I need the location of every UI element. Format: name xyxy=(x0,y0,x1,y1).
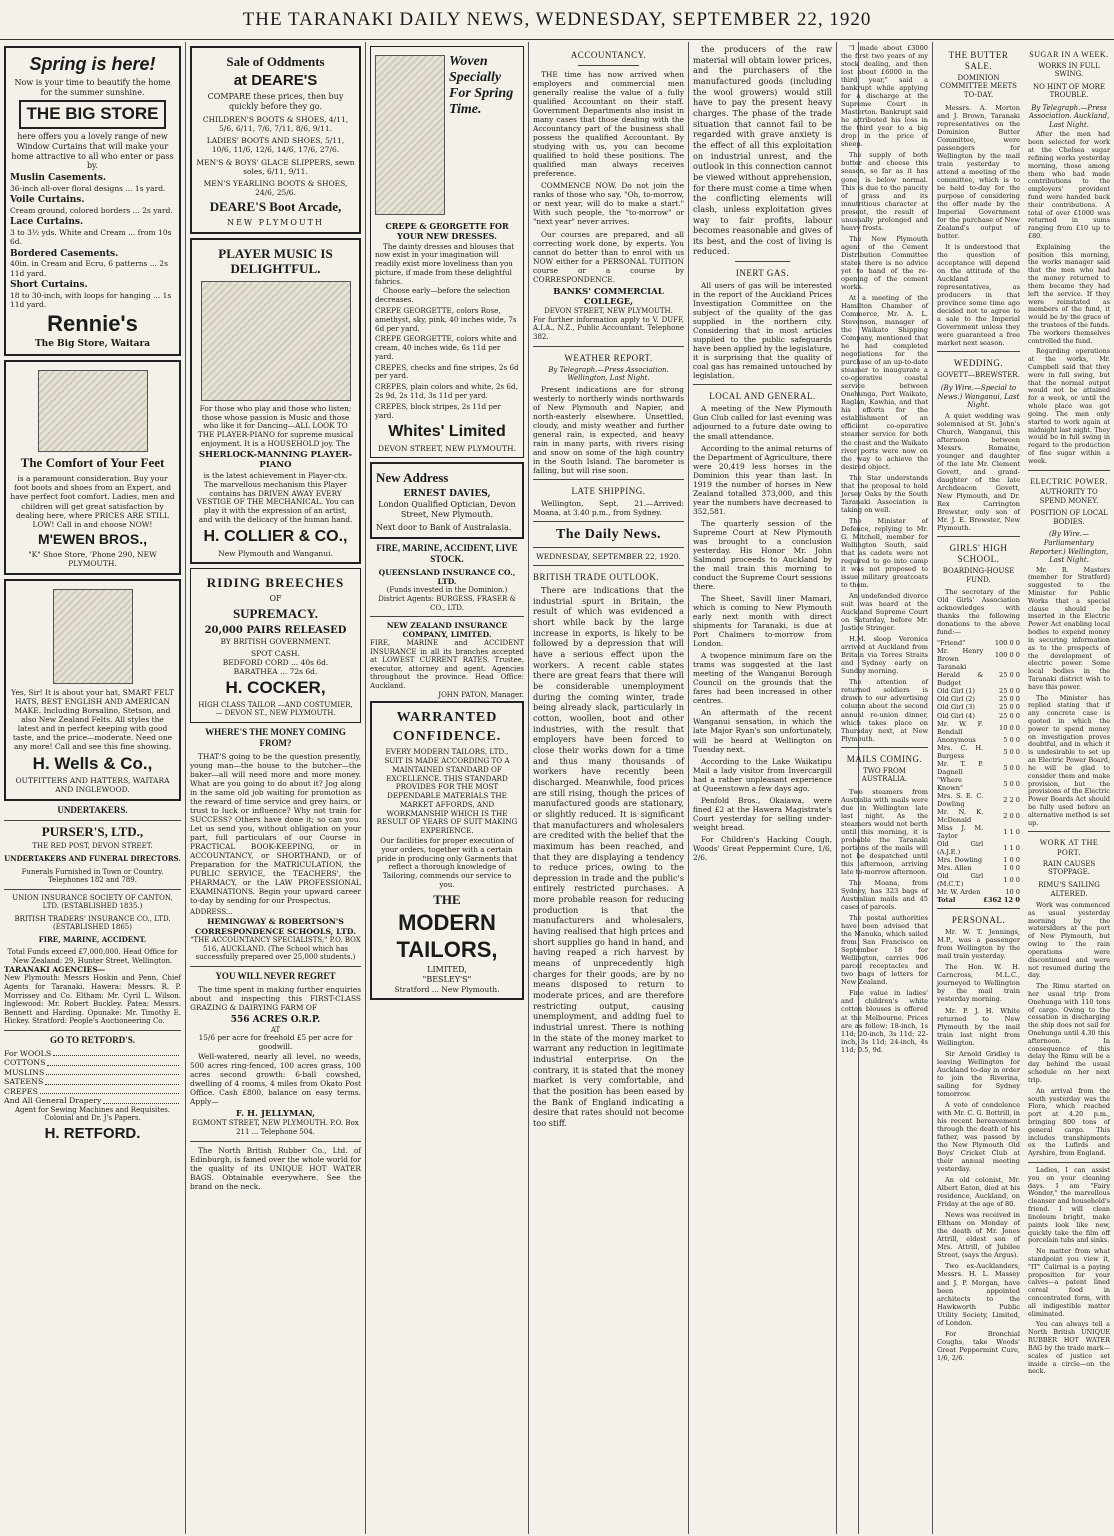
personal-text-4: Sir Arnold Gridley is leaving Wellington for Auckland to-day in order to join the Riverina, sailing for Sydney tomorrow. xyxy=(937,1049,1020,1098)
curtain-item: Voile Curtains. Cream ground, colored borders ... 2s yard. xyxy=(10,195,173,216)
veronica-text: H.M. sloop Veronica arrived at Auckland from Britain via Torres Straits and Sydney early on Sunday morning. xyxy=(841,635,928,676)
column-6-local xyxy=(836,42,932,1534)
british-traders: BRITISH TRADERS' INSURANCE CO., LTD. (ESTABLISHED 1865) xyxy=(14,914,171,932)
work-text-2: The Rimu started on her usual trip from Onehunga with 110 tons of cargo. Owing to the cessation in discharging the ship does not sail for Onehunga until 4.30 this afternoon. In consequence of this delay the Rimu will be a day behind the usual schedule on her next trip. xyxy=(1028,982,1110,1084)
farm-at: AT xyxy=(270,1025,281,1034)
girls-sub: BOARDING-HOUSE FUND. xyxy=(942,566,1015,584)
personal-text-1: Mr. W. T. Jennings, M.P., was a passenger from Wellington by the mail train yesterday. xyxy=(937,928,1020,961)
accountancy-heading: ACCOUNTANCY. xyxy=(570,50,647,60)
warranted-heading: WARRANTED xyxy=(396,710,498,726)
pursers-addr: THE RED POST, DEVON STREET. xyxy=(32,842,153,851)
column-7-butter-sale xyxy=(932,42,1024,1534)
new-address: New Address xyxy=(376,470,449,486)
crepe-choose: Choose early—before the selection decreases. xyxy=(375,286,511,305)
mcewen-sub: "K" Shoe Store, 'Phone 290, NEW PLYMOUTH. xyxy=(28,550,157,569)
electric-dateline: (By Wire.—Parliamentary Reporter.) Wellington, Last Night. xyxy=(1029,530,1109,565)
shipping-text: Wellington, Sept. 21.—Arrived: Moana, at 3.40 p.m., from Sydney. xyxy=(533,498,684,517)
mcewen-name: M'EWEN BROS., xyxy=(37,530,148,547)
nz-insurance-text: FIRE, MARINE and ACCIDENT INSURANCE in all its branches accepted at LOWEST CURRENT RATES. Trustee, executor, attorney and agent. Agencies throughout the province. Head Office: Auckland. xyxy=(370,639,524,690)
star-text: The Star understands that the proposal to hold Jersey Oaks by the South Taranaki Association is taking on well. xyxy=(841,473,928,514)
undertakers-heading: UNDERTAKERS. xyxy=(57,804,128,815)
divorce-text: An undefended divorce suit was heard at the Auckland Supreme Court on Saturday, before Mr. Justice Stringer. xyxy=(841,592,928,633)
donation-row: Old Girl (M.C.T.) 1 0 0 xyxy=(937,872,1020,889)
big-store-ad xyxy=(4,46,181,356)
column-2-ads xyxy=(185,42,365,1534)
retford-name: H. RETFORD. xyxy=(44,1124,141,1142)
hatted-man-illustration xyxy=(53,589,133,684)
nz-manager: JOHN PATON, Manager. xyxy=(438,690,524,699)
bankrupt-text: "I made about £3000 the first two years of my stock dealing, and then lost about £6000 in the third year," said a bankrupt while applying for a discharge at the Supreme Court in Masterton. Bankrupt said he attributed his loss in the third year to a big drop in the price of sheep. xyxy=(841,44,928,149)
whites-addr: DEVON STREET, NEW PLYMOUTH. xyxy=(378,443,516,453)
donation-row: Old Girl (3) 25 0 0 xyxy=(937,703,1020,712)
electric-text-1: Mr. R. Masters (member for Stratford) suggested to the Minister for Public Works that a special clause should be inserted in the Electric Power Act enabling local bodies to expend money in securing information as to the prospects of the development of electric power. Some local bodies in the Taranaki district wish to have this power. xyxy=(1028,565,1110,691)
sugar-text-1: After the men had been selected for work at the Chelsea sugar refining works yesterday morning, those among them who had made contributions to the employers' provident fund were handed back their contributions. A total of over £1000 was returned in sums ranging from £10 up to £80. xyxy=(1028,130,1110,241)
sale-lines xyxy=(196,115,355,197)
besleys-label: "BESLEY'S" xyxy=(422,974,472,984)
player-heading: PLAYER MUSIC IS DELIGHTFUL. xyxy=(218,245,333,276)
local-text-6: An aftermath of the recent Wanganui sensation, in which the late Major Ryan's son unfortunately, will be heard at Wellington on Tuesday next. xyxy=(693,708,832,754)
newspaper-title: THE TARANAKI DAILY NEWS, WEDNESDAY, SEPTEMBER 22, 1920 xyxy=(242,8,872,30)
work-sub: RAIN CAUSES STOPPAGE. xyxy=(1042,859,1096,877)
local-text-1: A meeting of the New Plymouth Gun Club called for last evening was adjourned to a future date owing to the small attendance. xyxy=(693,404,832,441)
curtain-item: Muslin Casements. 36-inch all-over floral designs ... 1s yard. xyxy=(10,173,166,193)
deares-arcade: DEARE'S Boot Arcade, xyxy=(209,199,342,215)
list-item: COTTONS xyxy=(4,1058,181,1068)
rubber-text: The North British Rubber Co., Ltd. of Edinburgh, is famed over the whole world for the quality of its UNIQUE HOT WATER BAGS. Obtainable everywhere. See the brand on the neck. xyxy=(190,1145,361,1191)
local-text-2: According to the animal returns of the Department of Agriculture, there were 20,419 less horses in the Dominion this year than last. In 1919 the number of horses in New Zealand totalled 373,000, and this year the numbers have decreased to 352,581. xyxy=(693,443,832,516)
sherlock-name: SHERLOCK-MANNING PLAYER-PIANO xyxy=(198,450,353,471)
warranted-text-2: Our facilities for proper execution of your orders, together with a certain pride in producing only Garments that reflect a thorough knowledge of Tailoring, commends our service to you. xyxy=(376,836,518,889)
donation-row: Taranaki Herald & Budget 25 0 0 xyxy=(937,663,1020,688)
mails-sub: TWO FROM AUSTRALIA. xyxy=(861,766,908,784)
supply-text: The supply of both butter and cheese this season, so far as it has gone, is below normal. This is due to the paucity of grass and its innutritious character at present, the result of unusually prolonged and heavy frosts. xyxy=(841,151,928,232)
piano-illustration xyxy=(201,281,351,401)
butter-text: Messrs. A. Morton and J. Brown, Taranaki representatives on the Dominion Butter Committee, were passengers for Wellington by the mail train yesterday to attend a meeting of the committee, which is to be held to-day for the purpose of considering the offer made by the Imperial Government for the purchase of New Zealand's output of butter. xyxy=(937,103,1020,241)
weather-text: Present indications are for strong westerly to northerly winds northwards of New Plymouth and Napier, and north-easterly elsewhere. Unsettled, cloudy, and misty weather and further general rain, is expected, and heavy rain in many parts, with rivers rising and snow on some of the high country in the South Island. The barometer is falling, but will rise soon. xyxy=(533,384,684,475)
hamilton-text: At a meeting of the Hamilton Chamber of Commerce, Mr. A. L. Stevenson, manager of the Waikato Shipping Company, mentioned that he had completed negotiations for the purchase of an up-to-date steamer to inaugurate a co-operative coastal service between Onehunga, Port Waikato, Raglan, Kawhia, and that his efforts for the establishment of an efficient co-operative steamer service for both the coast and the Waikato river ports were now on the way to achieve the desired object. xyxy=(841,293,928,471)
bedford-price: BEDFORD CORD ... 40s 6d. xyxy=(222,657,329,667)
sugar-text-2: Explaining the position this morning, the works manager said that the men who had the money returned to them became they had left the service. If they were reinstated as members of the fund, it would be by the grace of the trustees of the funds. The workers themselves controlled the fund. xyxy=(1028,242,1110,345)
funds-text: Total Funds exceed £7,000,000. Head Office for New Zealand: 29, Hunter Street, Wellington. xyxy=(7,948,178,965)
personal-text-5: A vote of condolence with Mr. C. G. Bottrill, in his recent bereavement through the death of his father, was passed by the New Plymouth Old Boys' Cricket Club at their annual meeting yesterday. xyxy=(937,1100,1020,1174)
donation-row: "Where Known" 5 0 0 xyxy=(937,775,1020,792)
list-item: CREPE GEORGETTE, colors Rose, amethyst, sky, pink, 40 inches wide, 7s 6d per yard. xyxy=(375,305,517,333)
personal-text-6: An old colonist, Mr. Albert Eaton, died at his residence, Auckland, on Friday at the age of 80. xyxy=(937,1176,1020,1209)
list-item: CREPES, block stripes, 2s 11d per yard. xyxy=(375,401,501,420)
spring-heading: Spring is here! xyxy=(29,54,156,74)
curtain-list xyxy=(10,173,175,309)
curtain-item: Short Curtains. 18 to 30-inch, with loops for hanging ... 1s 11d yard. xyxy=(10,279,172,309)
regret-text: The time spent in making further enquiries about and inspecting this FIRST-CLASS GRAZING & DAIRYING FARM OF xyxy=(190,984,361,1012)
cement-text: The New Plymouth agent of the Cement Distribution Committee states there is no advice yet to hand of the re-opening of the cement works. xyxy=(841,234,928,291)
electric-sub-2: POSITION OF LOCAL BODIES. xyxy=(1030,509,1108,526)
butter-text-2: It is understood that the question of acceptance will depend on the attitude of the Auckland representatives, as producers in that province some time ago decided not to agree to a sale to the Imperial Government unless they were guaranteed a free market next season. xyxy=(937,243,1020,348)
wedding-dateline: (By Wire.—Special to News.) Wanganui, Last Night. xyxy=(937,383,1020,410)
collier-name: H. COLLIER & CO., xyxy=(203,528,348,546)
local-text-4: The Sheet, Savill liner Mamari, which is coming to New Plymouth early next month with direct shipments for Taranaki, is due at Port Chalmers to-morrow from London. xyxy=(693,594,832,649)
donation-row: Miss J. M. Taylor 1 1 0 xyxy=(937,823,1020,840)
riding-of: OF xyxy=(269,593,282,603)
column-4-editorial xyxy=(528,42,688,1534)
warranted-text: EVERY MODERN TAILORS, LTD., SUIT IS MADE ACCORDING TO A MAINTAINED STANDARD OF EXCELLENCE. THIS STANDARD PROVIDES FOR THE MOST DEPENDABLE MATERIALS THE MARKET AFFORDS, AND WORKMANSHIP WHICH IS THE RESULT OF YEARS OF SUIT MAKING EXPERIENCE. xyxy=(376,747,518,836)
regret-heading: YOU WILL NEVER REGRET xyxy=(215,970,336,981)
wedding-text: A quiet wedding was solemnised at St. John's Church, Wanganui, this afternoon between Messrs. Romaine, younger and daughter of the late Mr. Clement Govett, and grand-daughter of the late Archdeacon Govett, New Plymouth, and Dr. Rex Carrington Brewster, only son of Mr. J. E. Brewster, New Plymouth. xyxy=(937,411,1020,532)
editorial-date: WEDNESDAY, SEPTEMBER 22, 1920. xyxy=(536,551,681,561)
crepe-heading: CREPE & GEORGETTE FOR YOUR NEW DRESSES. xyxy=(385,221,509,241)
list-item: For WOOLS xyxy=(4,1049,181,1059)
column-3-ads xyxy=(365,42,528,1534)
hwells-name: H. Wells & Co., xyxy=(32,753,153,773)
cocker-name: H. COCKER, xyxy=(225,678,326,698)
weather-dateline: By Telegraph.—Press Association. Wellington, Last Night. xyxy=(548,365,669,383)
list-item: And All General Drapery xyxy=(4,1096,181,1106)
sugar-sub-2: NO HINT OF MORE TROUBLE. xyxy=(1032,82,1106,100)
sugar-heading: SUGAR IN A WEEK. xyxy=(1029,50,1109,59)
retford-heading: GO TO RETFORD'S. xyxy=(50,1034,135,1045)
pursers-title: UNDERTAKERS AND FUNERAL DIRECTORS. xyxy=(4,854,181,863)
shipping-heading: LATE SHIPPING. xyxy=(571,485,646,496)
mcewen-ad xyxy=(4,360,181,574)
money-heading: WHERE'S THE MONEY COMING FROM? xyxy=(205,727,346,748)
riding-pairs: 20,000 PAIRS RELEASED xyxy=(204,624,347,636)
cocker-sub: HIGH CLASS TAILOR —AND COSTUMIER,— DEVON ST., NEW PLYMOUTH. xyxy=(198,700,353,718)
agencies-text: New Plymouth: Messrs Hoskin and Penn, Chief Agents for Taranaki. Hawera: Messrs. R. P. Morrissey and Co. Eltham: Mr. Cyril L. Wilson. Inglewood: Mr. Robert Buckley. Patea: Messrs. Bennett and Harding. Opunake: Mr. Timothy E. Hickey. Stratford: People's Auctioneering Co. xyxy=(4,974,181,1026)
retford-agent: Agent for Sewing Machines and Requisites. Colonial and Dr. J's Papers. xyxy=(14,1105,171,1123)
donation-row: Mr. Henry Brown 100 0 0 xyxy=(937,647,1020,664)
banks-college: BANKS' COMMERCIAL COLLEGE, xyxy=(553,286,664,308)
sugar-dateline: By Telegraph.—Press Association. Auckland, Last Night. xyxy=(1028,103,1110,129)
donation-row: Old Girl (A.J.E.) 1 1 0 xyxy=(937,840,1020,857)
local-text-3: The quarterly session of the Supreme Court at New Plymouth was brought to a conclusion yesterday. His Honor Mr. John Salmond proceeds to Auckland by the mail train this morning to conduct the Supreme Court sessions there. xyxy=(693,518,832,591)
attention-text: The attention of returned soldiers is drawn to our advertising column about the second annual re-union dinner, which takes place on Thursday next, at New Plymouth. xyxy=(841,678,928,743)
next-door: Next door to Bank of Australasia. xyxy=(376,523,512,533)
mails-text-4: Fine value in ladies' and children's white cotton blouses is offered at the Melbourne. Prices are as follow: 18-inch, 1s 11d; 20-inch, 3s 11d; 22-inch, 3s 11d; 24-inch, 4s 11d; 0.5, 9d. xyxy=(841,989,928,1054)
address-line: ADDRESS... xyxy=(190,908,233,917)
modern-label: MODERN xyxy=(398,909,496,935)
butter-sub: DOMINION COMMITTEE MEETS TO-DAY. xyxy=(940,73,1017,99)
donation-row: Mr. W. F. Bendall 10 0 0 xyxy=(937,719,1020,736)
electric-text-2: The Minister has replied stating that if any concrete case is quoted in which the power to spend money on investigation proves doubtful, and in which it is undesirable to set up an Electric Power Board, he will be glad to consider them and make provision, but the provisions of the Electric Power Boards Act should be fully used before an alternative method is set up. xyxy=(1028,693,1110,827)
deares-town: NEW PLYMOUTH xyxy=(227,218,324,227)
butter-sale-heading: THE BUTTER SALE. xyxy=(948,50,1009,71)
whites-ad xyxy=(370,46,524,458)
donation-row: Mrs. Dowling 1 0 0 xyxy=(937,856,1020,865)
big-store-text: here offers you a lovely range of new Window Curtains that will make your home attractive to all who enter or pass by. xyxy=(11,132,174,171)
list-item: MEN'S & BOYS' GLACE SLIPPERS, sewn soles, 6/11, 9/11. xyxy=(196,157,355,176)
mails-text-3: The postal authorities have been advised that the Manuka, which sailed from San Francisco on September 18 for Wellington, carries 906 parcel receptacles and two bags of letters for New Zealand. xyxy=(841,914,928,987)
donation-row: Mrs. Allen 1 0 0 xyxy=(937,864,1020,873)
confidence-heading: CONFIDENCE. xyxy=(392,729,502,745)
donation-row: Old Girl (2) 25 0 0 xyxy=(937,695,1020,704)
dress-illustration xyxy=(375,55,445,215)
feet-heading: The Comfort of Your Feet xyxy=(20,455,165,471)
column-8-sugar xyxy=(1024,42,1114,1534)
money-text: THAT'S going to be the question presently, young man—the house to the butcher—the baker—all will need more and more money. What are you going to do about it? Jog along in the same old job waiting for promotion as the reward of time service and grey hairs, or trust to luck or influence? Why not train for SUCCESS? Others have done it; so can you. Let us send you, without obligation on your part, full particulars of our Course in PRACTICAL BOOK-KEEPING, or in ACCOUNTANCY, or SHORTHAND, or of Preparation for the MATRICULATION, the PUBLIC SERVICE, the TEACHERS', the PHARMACY, or the LAW PROFESSIONAL EXAMINATIONS. Begin your upward career to-day by sending for our Prospectus. xyxy=(190,751,361,906)
personal-text-3: Mr. P. J. H. White returned to New Plymouth by the mail train last night from Wellington. xyxy=(937,1006,1020,1047)
farm-text: Well-watered, nearly all level, no weeds, 500 acres ring-fenced, 100 acres grass, 100 acres second growth: 6-ball cowshed, dwelling of 4 rooms, 4 miles from Okato Post Office. Cash £800, balance on easy terms. Apply— xyxy=(190,1051,361,1107)
ernest-davies-ad xyxy=(370,462,524,539)
peppermint-line: For Children's Hacking Cough, Woods' Great Peppermint Cure, 1/6, 2/6. xyxy=(693,834,832,862)
tailors-label: TAILORS, xyxy=(396,936,498,962)
list-item: MUSLINS xyxy=(4,1068,181,1078)
pursers-name: PURSER'S, LTD., xyxy=(41,823,144,839)
girls-text: The secretary of the Old Girls' Association acknowledges with thanks the following donations to the above fund:— xyxy=(937,588,1020,637)
banks-info: For further information apply to V. DUFF, A.I.A., N.Z., Public Accountant. Telephone 382. xyxy=(533,315,684,341)
big-store-logo: THE BIG STORE xyxy=(19,100,167,129)
stratford-label: Stratford ... New Plymouth. xyxy=(394,984,500,994)
crepe-text: The dainty dresses and blouses that now exist in your imagination will readily exist more loveliness than you picture, if made from these delightful fabrics. xyxy=(375,241,515,286)
masthead xyxy=(0,0,1114,40)
sugar-text-3: Regarding operations at the works, Mr. Campbell said that they were in full swing, but that the normal output would not be attained for a week, or until the whole place was got going. The men only started to work again at midnight last night. They would be in full swing in regard to the production of fine sugar within a week. xyxy=(1028,347,1110,465)
list-item: SATEENS xyxy=(4,1077,181,1087)
list-item: CREPE GEORGETTE, colors white and cream, 40 inches wide, 6s 11d per yard. xyxy=(375,334,517,361)
accountancy-text-3: Our courses are prepared, and all correcting work done, by experts. You cannot do better than to enrol with us NOW either for a PERSONAL TUITION course or a course by CORRESPONDENCE. xyxy=(533,229,684,284)
spot-cash: SPOT CASH. xyxy=(251,648,300,658)
sugar-sub: WORKS IN FULL SWING. xyxy=(1038,61,1100,79)
work-port-heading: WORK AT THE PORT. xyxy=(1039,838,1099,858)
jellyman-name: F. H. JELLYMAN, xyxy=(235,1109,316,1120)
mails-text-2: The Moana, from Sydney, has 323 bags of Australian mails and 45 cases of parcels. xyxy=(841,879,928,912)
sale-at: at DEARE'S xyxy=(233,71,318,89)
list-item: CHILDREN'S BOOTS & SHOES, 4/11, 5/6, 6/11, 7/6, 7/11, 8/6, 9/11. xyxy=(202,114,349,134)
sale-intro: COMPARE these prices, then buy quickly before they go. xyxy=(207,92,344,112)
pursers-text: Funerals Furnished in Town or Country. Telephones 182 and 789. xyxy=(21,867,164,885)
accountancy-text: THE time has now arrived when employers and commercial men generally realise the value of a fully qualified Accountant on their staff. Government Departments also insist in many cases that those dealing with the Accountancy part of the business shall possess the qualified Accountant. By studying with us, you can become qualified to hold these positions. The qualified man always receives preference. xyxy=(533,69,684,179)
ernest-name: ERNEST DAVIES, xyxy=(403,489,491,500)
list-item: CREPES, plain colors and white, 2s 6d, 2s 9d, 2s 11d, 3s 11d per yard. xyxy=(375,382,518,400)
donations-total: Total £362 12 0 xyxy=(937,896,1020,905)
limited-label: LIMITED, xyxy=(427,965,467,975)
inert-gas-heading: INERT GAS. xyxy=(735,268,790,279)
collier-sub: New Plymouth and Wanganui. xyxy=(218,548,333,558)
deares-ad xyxy=(190,46,361,234)
donation-row: "Friend" 100 0 0 xyxy=(937,639,1020,648)
hwells-ad xyxy=(4,579,181,801)
weather-heading: WEATHER REPORT. xyxy=(564,352,653,363)
banks-addr: DEVON STREET, NEW PLYMOUTH. xyxy=(544,307,673,316)
hot-water-text: You can always tell a North British UNIQUE RUBBER HOT WATER BAG by the trade mark—scales of justice set inside a circle—on the neck. xyxy=(1028,1320,1110,1376)
crepe-list xyxy=(375,307,519,420)
rubber-text-2: No matter from what standpoint you view it, "IT" Calirnal is a paying proposition for your calves—a patent lined cereal food in concentrated form, with all indigestible matter eliminated. xyxy=(1028,1247,1110,1318)
ladies-text: Ladies, I can assist you on your cleaning days. I am "Fairy Wonder," the marvellous cleanser and household's friend. I will clean linoleum bright, make paints look like new, quickly take the film off porcelain tubs and sinks. xyxy=(1028,1166,1110,1245)
wedding-sub: GOVETT—BREWSTER. xyxy=(937,371,1020,380)
retford-list xyxy=(4,1049,181,1106)
cocker-ad xyxy=(190,568,361,723)
rennies-sub: The Big Store, Waitara xyxy=(34,339,151,350)
list-item: CREPES, checks and fine stripes, 2s 6d per yard. xyxy=(375,362,519,381)
riding-by: BY BRITISH GOVERNMENT. xyxy=(220,636,331,646)
queensland-funds: (Funds invested in the Dominion.) xyxy=(386,586,508,595)
outlook-text: There are indications that the industrial spurt in Britain, the result of which was evidenced a short while back by the large increase in exports, is likely to be followed by a depression that will have a serious effect upon the workers. A recent cable states there are great fears that there will be considerable unemployment during the coming winter, trade being already slack, particularly in cotton, woollen, boot and other industries, with the result that employers have been forced to close their works down for a time and thus many thousands of workers have recently been discharged. Meanwhile, food prices are still rising, though the prices of manufactured goods are stationary, or slightly reduced. It is significant that manufacturers and wholesalers are credited with the belief that the maximum has been reached, and that they are displaying a tendency to reduce prices, owing to the depression in trade and the public's entirely restricted purchases. A more probable reason for reducing production is that the manufacturers and wholesalers, having realised that high prices and short supplies go hand in hand, and having reaped a rich harvest by means of unprecedently high charges for their goods, are by no means disposed to return to moderate prices, and are therefore restricting output, causing unemployment, and adding fuel to industrial unrest. There is nothing in the state of the money market to warrant any reduction in legitimate industrial enterprise. On the contrary, it is stated that the money market is very comfortable, and that the position has been eased by the Bank of England indicating a desire that rates should not become too stiff. xyxy=(533,585,684,1128)
fire-accident: FIRE, MARINE, ACCIDENT, LIVE STOCK. xyxy=(376,543,518,565)
donation-row: Mr. N. K. McDonald 2 0 0 xyxy=(937,807,1020,824)
donation-row: Old Girl (4) 25 0 0 xyxy=(937,711,1020,720)
hwells-sub: OUTFITTERS AND HATTERS, WAITARA AND INGLEWOOD. xyxy=(15,776,170,795)
outlook-continued: the producers of the raw material will obtain lower prices, and the purchasers of the manufactured goods (including the wool growers) would still have to pay the present heavy charges. The phase of the trade situation that cannot fail to be regarded with grave anxiety is the effect of all this exploitation on industrial unrest, and the outlook in this connection cannot be viewed without apprehension, for there must come a time when the conflicting elements will clash, unless exploitation gives way to fair profits, labour becomes reasonable and gives of its best, and the cost of living is reduced. xyxy=(693,44,832,257)
hemingway-name: HEMINGWAY & ROBERTSON'S CORRESPONDENCE SCHOOLS, LTD. xyxy=(195,917,356,936)
union-insurance: UNION INSURANCE SOCIETY OF CANTON, LTD. (ESTABLISHED 1835.) xyxy=(12,893,173,911)
mails-heading: MAILS COMING. xyxy=(846,753,923,764)
donation-row: Mr. W. Arden 10 0 xyxy=(937,888,1020,897)
whites-name: Whites' Limited xyxy=(388,423,506,441)
personal-heading: PERSONAL. xyxy=(951,915,1006,926)
agencies-heading: TARANAKI AGENCIES— xyxy=(4,965,106,975)
queensland-name: QUEENSLAND INSURANCE CO., LTD. xyxy=(378,568,516,587)
personal-text-7: News was received in Eltham on Monday of the death of Mr. Jones Attrill, eldest son of Mrs. Attrill, of Jubilee Street, (says the Argus). xyxy=(937,1211,1020,1260)
sherlock-text: is the latest achievement in Player-ctx. The marvellous mechanism this Player contains has DRIVEN AWAY EVERY VESTIGE OF THE MECHANICAL. You can play it with the expression of an artist, and with the delicacy of the human hand. xyxy=(196,470,355,525)
work-sub-2: RIMU'S SAILING ALTERED. xyxy=(1038,880,1100,898)
barathea-price: BARATHEA ... 72s 6d. xyxy=(233,667,318,677)
electric-heading: ELECTRIC POWER. xyxy=(1030,476,1108,486)
feet-text: is a paramount consideration. Buy your foot boots and shoes from an Expert, and have perfect foot comfort. Ladies, men and children will get great satisfaction by dealing here, where PRICES ARE STILL LOW! Call in and choose NOW! xyxy=(10,474,175,529)
local-text-8: Penfold Bros., Okaiawa, were fined £2 at the Hawera Magistrate's Court yesterday for selling under-weight bread. xyxy=(693,795,832,832)
daily-news-title: The Daily News. xyxy=(555,526,662,542)
player-text: For those who play and those who listen; those whose passion is Music and those who like it for Dancing—ALL LOOK TO THE PLAYER-PIANO for supreme musical enjoyment. It is a HOUSEHOLD joy. The xyxy=(197,403,354,449)
district-agents: District Agents: BURGESS, FRASER & CO., LTD. xyxy=(378,594,516,612)
riding-heading: RIDING BREECHES xyxy=(206,574,345,590)
inert-gas-text: All users of gas will be interested in the report of the Auckland Prices Investigation Committee on the subject of the quality of the gas supplied in the northern city. Considering that in most articles supplied to the public safeguards have been applied by the legislature, it is surprising that the quality of coal gas has remained untouched by legislation. xyxy=(693,281,832,381)
personal-text-2: The Hon. W. H. Carncross, M.L.C., journeyed to Wellington by the mail train yesterday morning. xyxy=(937,963,1020,1004)
ernest-sub: London Qualified Optician, Devon Street, New Plymouth. xyxy=(378,499,516,519)
column-1-ads xyxy=(0,42,185,1534)
local-general-heading: LOCAL AND GENERAL. xyxy=(709,391,816,402)
donations-table xyxy=(937,639,1020,904)
curtain-item: Lace Curtains. 3 to 3½ yds. White and Cream ... from 10s 6d. xyxy=(10,217,172,247)
donation-row: Old Girl (1) 25 0 0 xyxy=(937,687,1020,696)
collier-ad xyxy=(190,238,361,564)
farm-price: 15/6 per acre for freehold £5 per acre for goodwill. xyxy=(198,1033,353,1052)
work-text-3: An arrival from the south yesterday was the Flora, which reached port at 4.20 p.m., bringing 800 tons of general cargo. This includes transhipments ex the Lufirds and Ayrshire, from England. xyxy=(1028,1086,1110,1158)
the-label: THE xyxy=(433,891,461,907)
donation-row: Mrs. C. H. Burgess 5 0 0 xyxy=(937,743,1020,760)
curtain-item: Bordered Casements. 40in. in Cream and Ecru, 6 patterns ... 2s 11d yard. xyxy=(10,248,168,278)
list-item: CREPES xyxy=(4,1087,181,1097)
defence-text: The Minister of Defence, replying to Mr. G. Mitchell, member for Wellington South, said that as cadets were not required to go into camp it was not proposed to issue military greatcoats to them. xyxy=(841,516,928,590)
hemingway-sub: "THE ACCOUNTANCY SPECIALISTS," P.O. BOX 516, AUCKLAND. (The School which has successfully prepared over 25,000 students.) xyxy=(190,936,361,962)
accountancy-text-2: COMMENCE NOW. Do not join the ranks of those who say, "Oh, to-morrow, or next year, will do to make a start." With such people, the "to-morrow" or "next year" never arrives. xyxy=(533,181,684,227)
hat-text: Yes, Sir! It is about your hat, SMART FELT HATS, BEST ENGLISH AND AMERICAN MAKE. Including Borsalino, Stetson, and also New Zealand Felts. All styles the latest and in perfect keeping with good taste, and the price—moderate. Need one any more! Call and see this fine showing. xyxy=(11,687,174,752)
donation-row: Mrs. S. E. C. Dowling 2 2 0 xyxy=(937,791,1020,808)
donation-row: Mr. T. P. Dagnell 5 0 0 xyxy=(937,759,1020,776)
bronchial-line: For Bronchial Coughs, take Woods' Great Peppermint Cure, 1/6, 2/6. xyxy=(937,1329,1020,1362)
column-5-news xyxy=(688,42,836,1534)
modern-tailors-ad xyxy=(370,701,524,1000)
list-item: MEN'S YEARLING BOOTS & SHOES, 24/6, 25/6. xyxy=(203,178,348,197)
outlook-heading: BRITISH TRADE OUTLOOK. xyxy=(533,572,660,583)
farm-acres: 556 ACRES O.R.P. xyxy=(230,1014,321,1025)
nz-insurance: NEW ZEALAND INSURANCE COMPANY, LIMITED. xyxy=(386,621,508,640)
fire-marine: FIRE, MARINE, ACCIDENT. xyxy=(38,934,147,944)
rennies-logo: Rennie's xyxy=(47,311,138,336)
sale-heading: Sale of Oddments xyxy=(226,54,325,69)
local-text-7: According to the Lake Waikatipu Mail a lady visitor from Invercargill had a rather unpleasant experience at Queenstown a few days ago. xyxy=(693,756,832,793)
donation-row: Anonymous 5 0 0 xyxy=(937,735,1020,744)
wedding-heading: WEDDING. xyxy=(953,358,1004,369)
jellyman-addr: EGMONT STREET, NEW PLYMOUTH. P.O. Box 211 ... Telephone 504. xyxy=(192,1119,359,1137)
personal-text-8: Two ex-Aucklanders, Messrs. H. L. Massey and J. P. Morgan, have been appointed architects to the Hawkworth Public Utility Society, Limited, of London. xyxy=(937,1262,1020,1327)
girls-school-heading: GIRLS' HIGH SCHOOL. xyxy=(949,543,1008,564)
electric-sub: AUTHORITY TO SPEND MONEY. xyxy=(1039,488,1099,505)
boot-illustration xyxy=(38,370,148,452)
work-text-1: Work was commenced as usual yesterday morning by the waterslders at the port of New Plymouth, but owing to the rain operations were discontinued and were not resumed during the day. xyxy=(1028,901,1110,980)
local-text-5: A twopence minimum fare on the trams was suggested at the last meeting of the Wanganui Borough Council on the grounds that the fares had been increased in other centres. xyxy=(693,651,832,706)
riding-supremacy: SUPREMACY. xyxy=(232,605,319,621)
list-item: LADIES' BOOTS AND SHOES, 5/11, 10/6, 11/6, 12/6, 14/6, 17/6, 27/6. xyxy=(206,136,345,155)
woven-heading: Woven Specially For Spring Time. xyxy=(449,54,514,118)
spring-text: Now is your time to beautify the home for the summer sunshine. xyxy=(14,77,171,97)
mails-text: Two steamers from Australia with mails were due in Wellington late last night. As the steamers would not berth until this morning, it is probable the Taranaki portions of the mails will not be despatched until this afternoon, arriving late to-morrow afternoon. xyxy=(841,787,928,876)
